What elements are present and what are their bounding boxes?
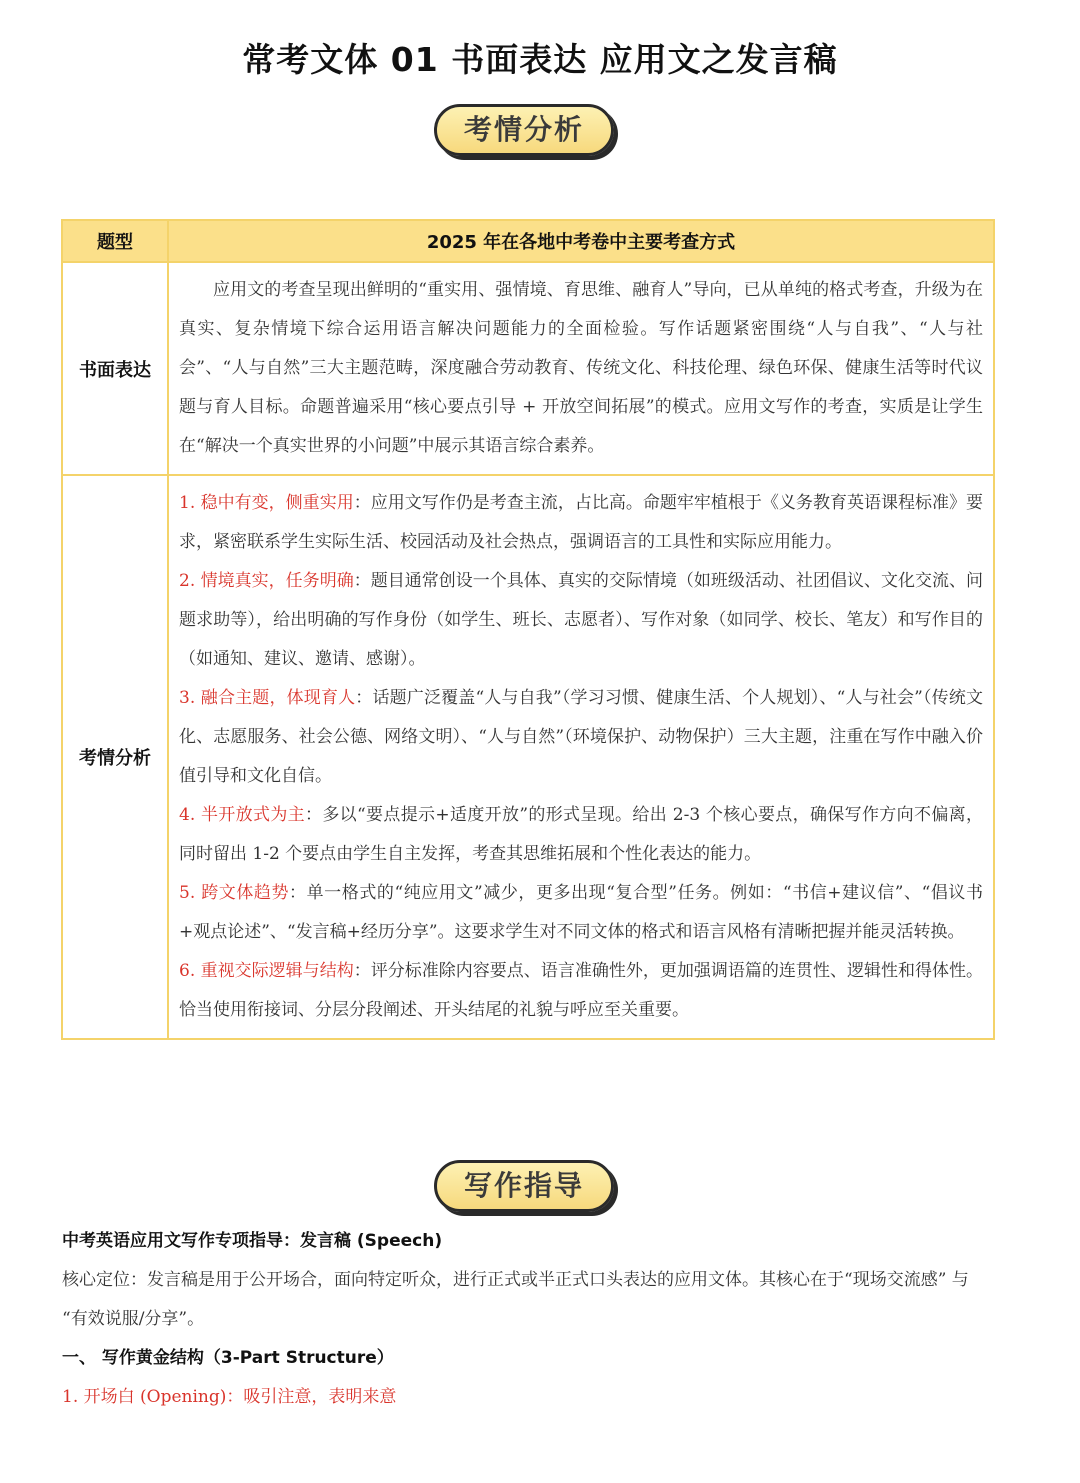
row-label-writing: 书面表达 [62,262,168,475]
analysis-point [179,679,983,796]
analysis-table [61,219,995,1040]
table-header-row [62,220,994,262]
point-body: ：题目通常创设一个具体、真实的交际情境（如班级活动、社团倡议、文化交流、问题求助等），给出明确的写作身份（如学生、班长、志愿者）、写作对象（如同学、校长、笔友）和写作目的（如通知、建议、邀请、感谢）。 [179,571,984,669]
row-content-analysis [168,475,994,1039]
point-heading: 3. 融合主题，体现育人 [179,688,356,708]
analysis-point [179,874,983,952]
page-title: 常考文体 01 书面表达 应用文之发言稿 [242,40,838,79]
writing-description: 应用文的考查呈现出鲜明的“重实用、强情境、育思维、融育人”导向，已从单纯的格式考查，升级为在真实、复杂情境下综合运用语言解决问题能力的全面检验。写作话题紧密围绕“人与自我”、“人与社会”、“人与自然”三大主题范畴，深度融合劳动教育、传统文化、科技伦理、绿色环保、健康生活等时代议题与育人目标。命题普遍采用“核心要点引导 + 开放空间拓展”的模式。应用文写作的考查，实质是让学生在“解决一个真实世界的小问题”中展示其语言综合素养。 [179,280,983,456]
column-header-type: 题型 [62,220,168,262]
guide-positioning: 核心定位：发言稿是用于公开场合，面向特定听众，进行正式或半正式口头表达的应用文体。其核心在于“现场交流感” 与 “有效说服/分享”。 [62,1270,969,1329]
guide-heading: 中考英语应用文写作专项指导：发言稿 (Speech) [62,1231,443,1251]
analysis-point [179,484,983,562]
point-body: ：应用文写作仍是考查主流，占比高。命题牢牢植根于《义务教育英语课程标准》要求，紧密联系学生实际生活、校园活动及社会热点，强调语言的工具性和实际应用能力。 [179,493,984,552]
point-heading: 1. 稳中有变，侧重实用 [179,493,354,513]
point-heading: 2. 情境真实，任务明确 [179,571,354,591]
column-header-method: 2025 年在各地中考卷中主要考查方式 [168,220,994,262]
point-body: ：单一格式的“纯应用文”减少，更多出现“复合型”任务。例如：“书信+建议信”、“倡议书+观点论述”、“发言稿+经历分享”。这要求学生对不同文体的格式和语言风格有清晰把握并能灵活转换。 [179,883,983,942]
point-heading: 5. 跨文体趋势 [179,883,290,903]
point-body: ：多以“要点提示+适度开放”的形式呈现。给出 2-3 个核心要点，确保写作方向不偏离，同时留出 1-2 个要点由学生自主发挥，考查其思维拓展和个性化表达的能力。 [179,805,984,864]
table-row [62,262,994,475]
analysis-point [179,796,983,874]
guide-item-opening: 1. 开场白 (Opening)：吸引注意，表明来意 [62,1387,397,1407]
row-content-writing [168,262,994,475]
analysis-point [179,562,983,679]
writing-guide [62,1222,997,1417]
guide-section-heading: 一、 写作黄金结构（3-Part Structure） [62,1348,394,1368]
table-row [62,475,994,1039]
row-label-analysis: 考情分析 [62,475,168,1039]
point-heading: 4. 半开放式为主 [179,805,305,825]
point-heading: 6. 重视交际逻辑与结构 [179,961,354,981]
analysis-point [179,952,983,1030]
section-badge-analysis: 考情分析 [434,104,614,156]
point-body: ：评分标准除内容要点、语言准确性外，更加强调语篇的连贯性、逻辑性和得体性。恰当使用衔接词、分层分段阐述、开头结尾的礼貌与呼应至关重要。 [179,961,984,1020]
point-body: ：话题广泛覆盖“人与自我”（学习习惯、健康生活、个人规划）、“人与社会”（传统文化、志愿服务、社会公德、网络文明）、“人与自然”（环境保护、动物保护）三大主题，注重在写作中融入价值引导和文化自信。 [179,688,983,786]
section-badge-guidance: 写作指导 [434,1160,614,1212]
